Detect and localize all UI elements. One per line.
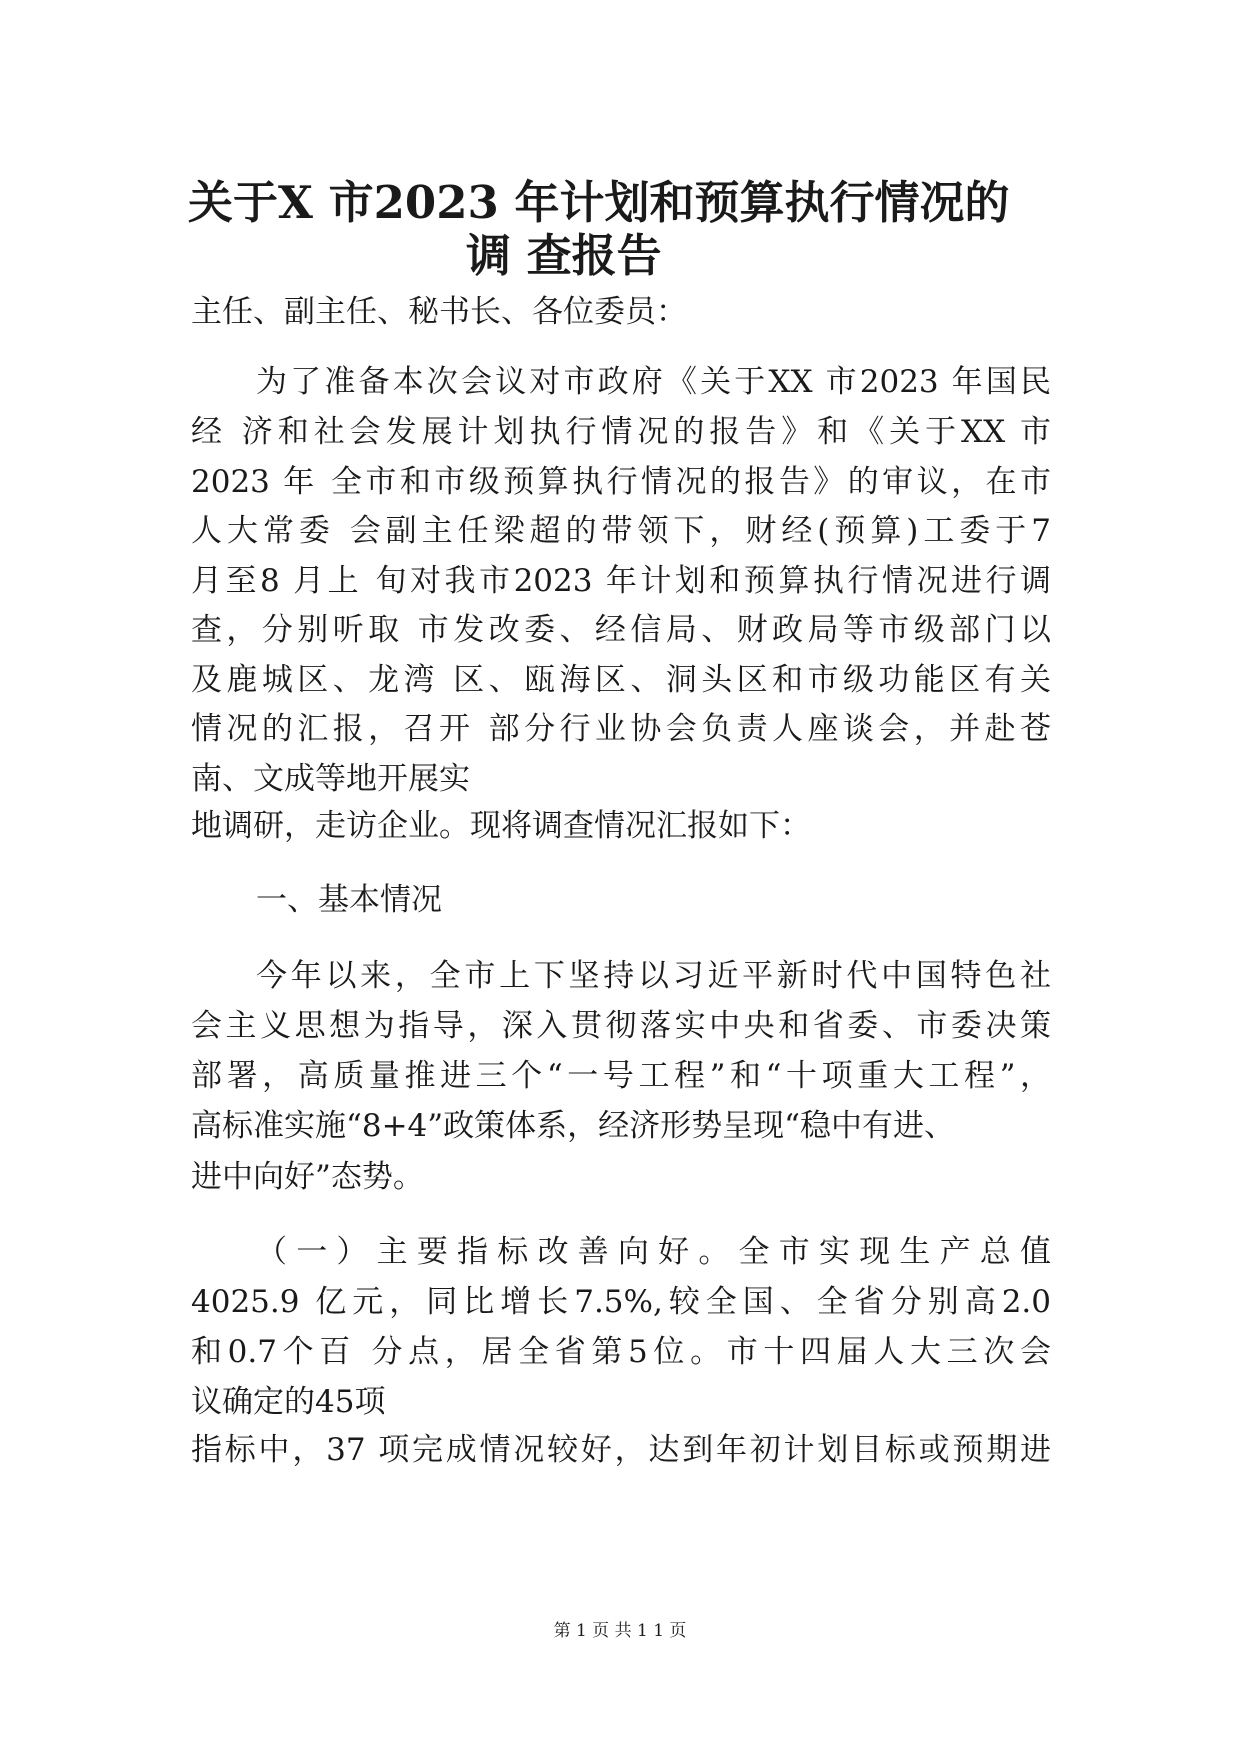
page-footer: 第 1 页 共 1 1 页	[553, 1621, 687, 1641]
paragraph-line: 进中向好”态势。	[191, 1159, 424, 1195]
section-heading: 一、基本情况	[256, 882, 442, 918]
paragraph-line: 南、文成等地开展实	[191, 761, 470, 797]
document-title-line-2: 调 查报告	[466, 229, 662, 282]
paragraph-line: 人大常委 会副主任梁超的带领下，财经(预算)工委于7	[191, 513, 1051, 549]
paragraph-line: 地调研，走访企业。现将调查情况汇报如下：	[191, 808, 811, 844]
paragraph-line: 4025.9 亿元，同比增长7.5%,较全国、全省分别高2.0	[191, 1284, 1051, 1320]
paragraph-line: 议确定的45项	[191, 1384, 386, 1420]
paragraph-line: 情况的汇报，召开 部分行业协会负责人座谈会，并赴苍	[191, 711, 1051, 747]
paragraph-line: 查，分别听取 市发改委、经信局、财政局等市级部门以	[191, 612, 1051, 648]
paragraph-line: （一）主要指标改善向好。全市实现生产总值	[256, 1234, 1051, 1270]
paragraph-line: 会主义思想为指导，深入贯彻落实中央和省委、市委决策	[191, 1008, 1051, 1044]
paragraph-line: 部署，高质量推进三个“一号工程”和“十项重大工程”，	[191, 1058, 1051, 1094]
paragraph-line: 及鹿城区、龙湾 区、瓯海区、洞头区和市级功能区有关	[191, 662, 1051, 698]
document-title-line-1: 关于X 市2023 年计划和预算执行情况的	[188, 176, 1010, 229]
paragraph-line: 指标中，37 项完成情况较好，达到年初计划目标或预期进	[191, 1432, 1051, 1468]
paragraph-line: 为了准备本次会议对市政府《关于XX 市2023 年国民	[256, 364, 1051, 400]
paragraph-line: 2023 年 全市和市级预算执行情况的报告》的审议，在市	[191, 464, 1051, 500]
paragraph-line: 月至8 月上 旬对我市2023 年计划和预算执行情况进行调	[191, 563, 1051, 599]
paragraph-line: 和0.7个百 分点，居全省第5位。市十四届人大三次会	[191, 1334, 1051, 1370]
paragraph-line: 今年以来，全市上下坚持以习近平新时代中国特色社	[256, 958, 1051, 994]
paragraph-line: 经 济和社会发展计划执行情况的报告》和《关于XX 市	[191, 414, 1051, 450]
paragraph-line: 高标准实施“8+4”政策体系，经济形势呈现“稳中有进、	[191, 1108, 955, 1144]
salutation: 主任、副主任、秘书长、各位委员：	[191, 294, 687, 330]
